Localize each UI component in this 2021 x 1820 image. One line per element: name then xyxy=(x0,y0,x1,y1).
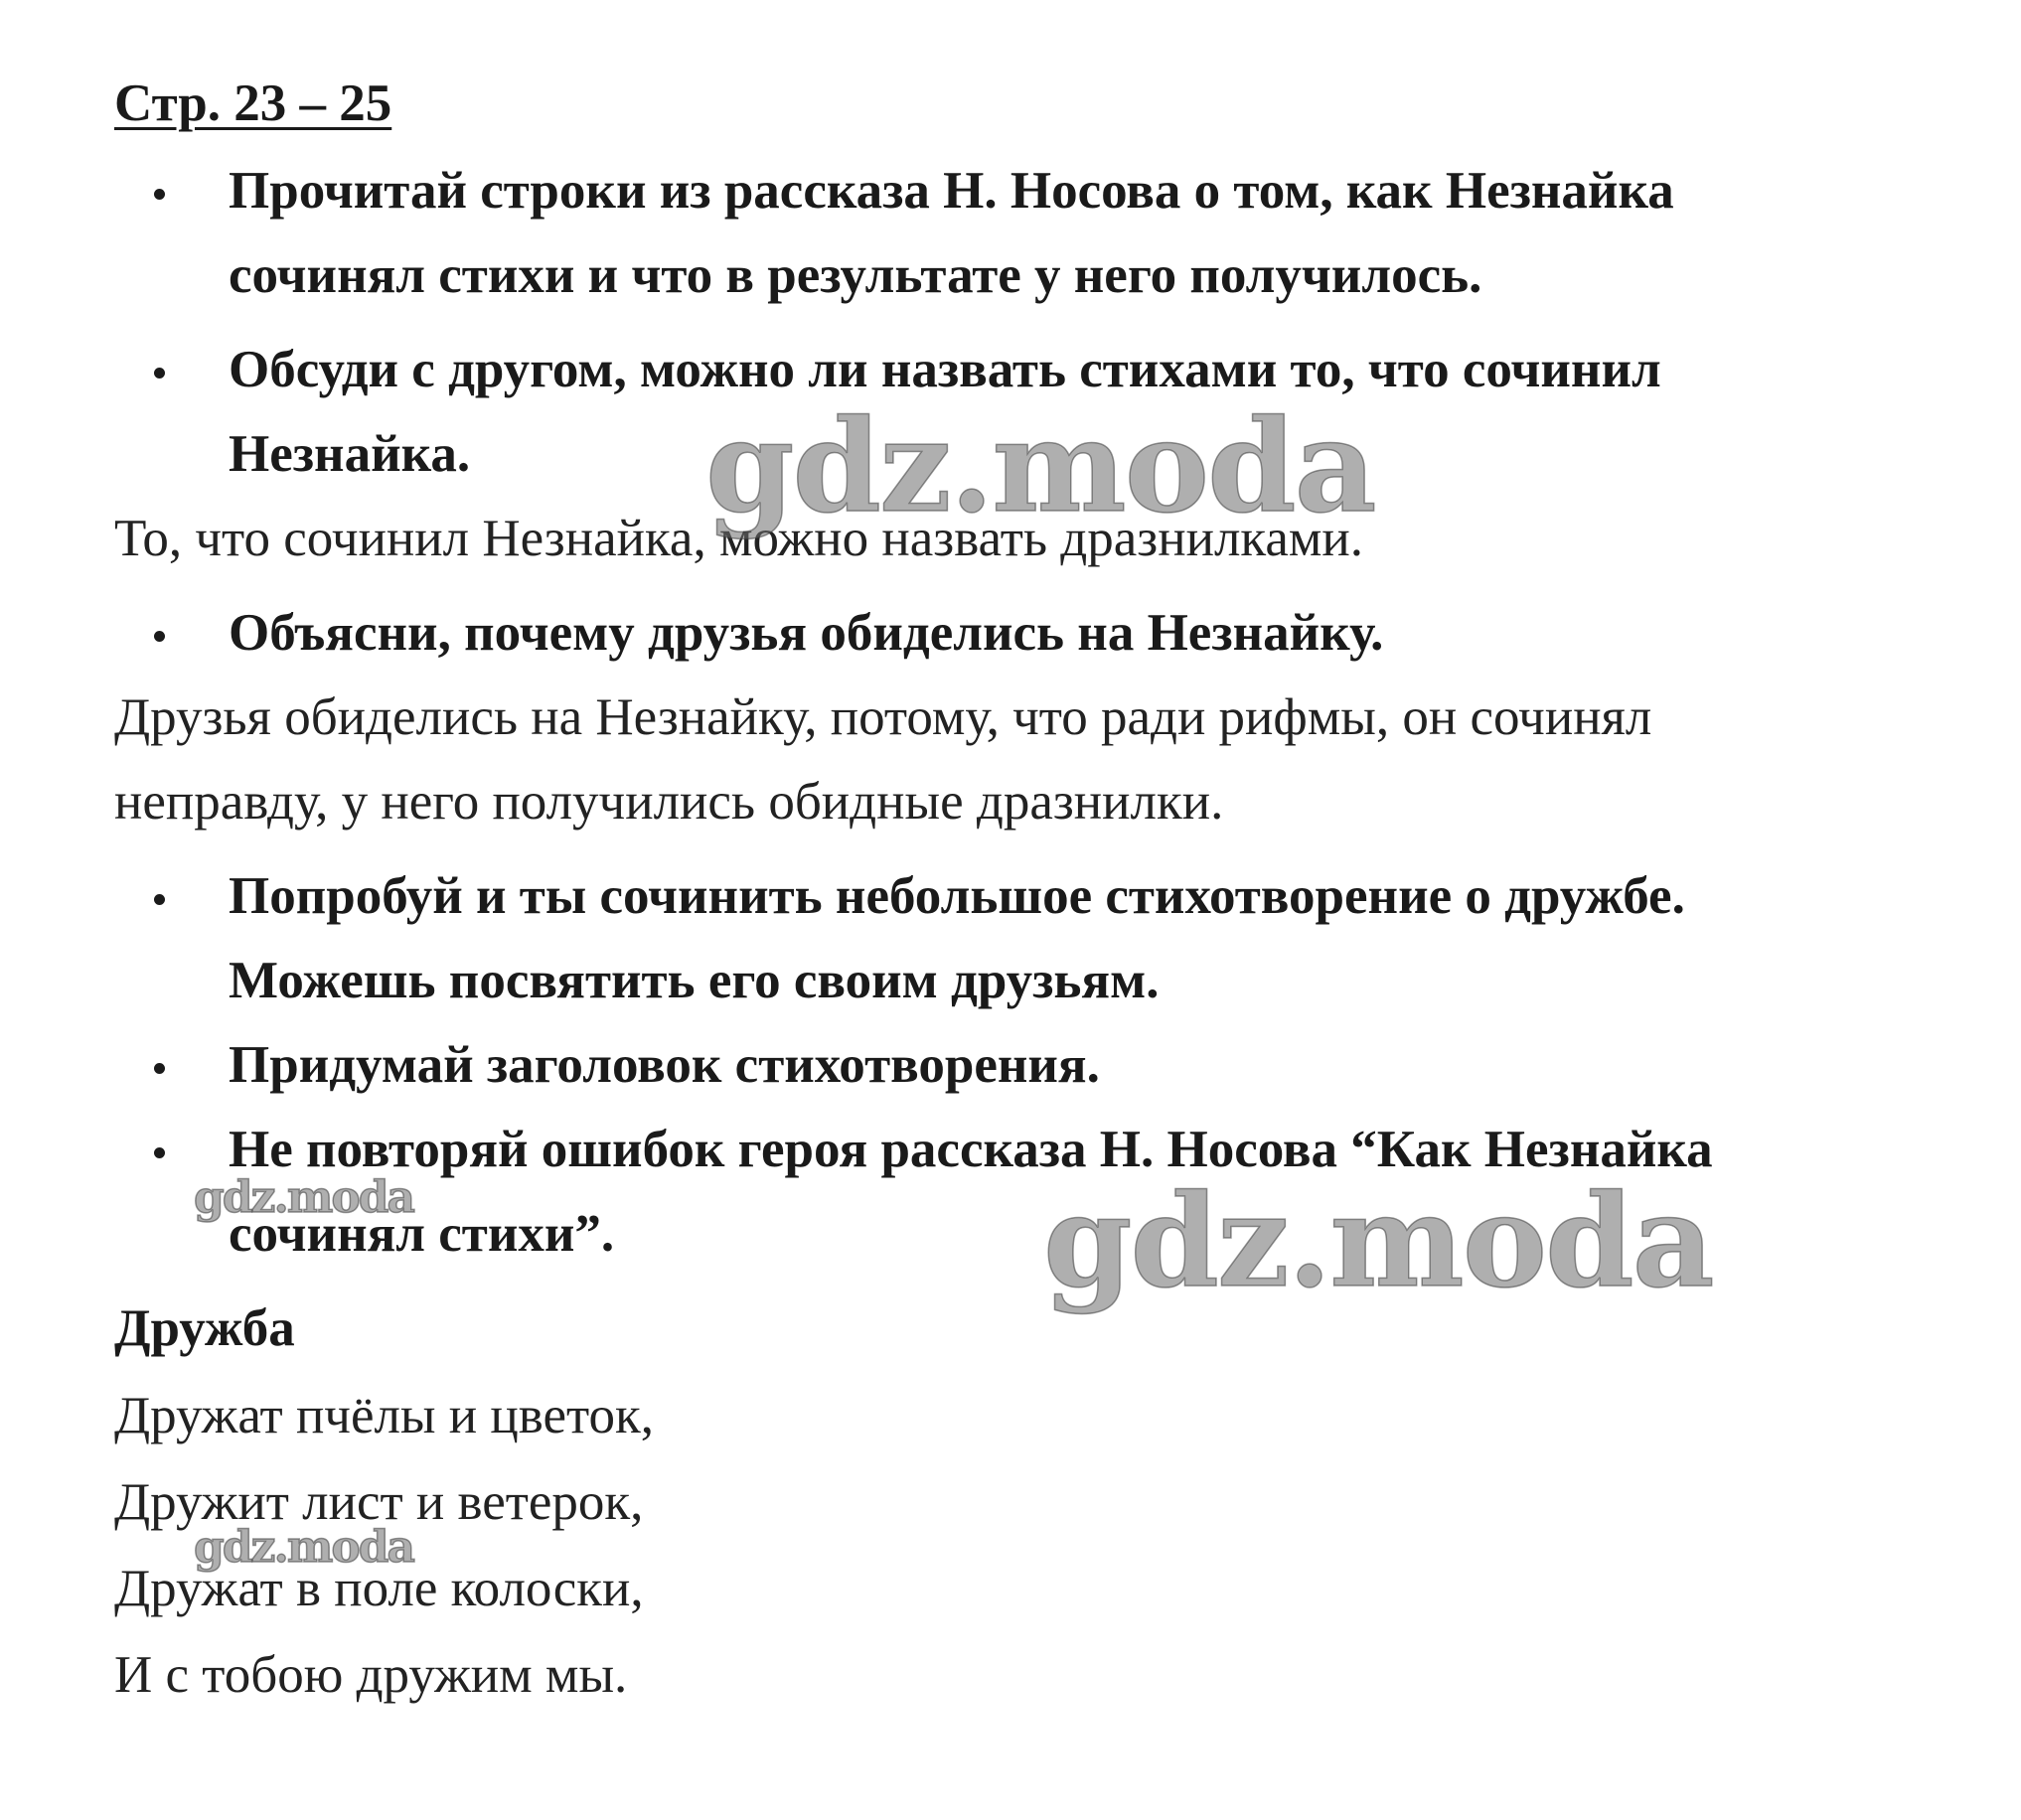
poem-line-1: Дружат пчёлы и цветок, xyxy=(114,1387,654,1444)
watermark-logo: gdz.moda xyxy=(1043,1167,1713,1316)
task-4-line-2: Можешь посвятить его своим друзьям. xyxy=(229,952,1160,1009)
task-6-line-2: сочинял стихи”. xyxy=(229,1205,615,1263)
task-2-line-1: Обсуди с другом, можно ли назвать стихами то, что сочинил xyxy=(229,341,1661,398)
bullet-icon xyxy=(154,189,165,200)
task-5-line-1: Придумай заголовок стихотворения. xyxy=(229,1036,1100,1094)
answer-3-line-1: Друзья обиделись на Незнайку, потому, что ради рифмы, он сочинял xyxy=(114,688,1652,746)
task-1-line-1: Прочитай строки из рассказа Н. Носова о том, как Незнайка xyxy=(229,162,1674,220)
watermark-logo: gdz.moda xyxy=(194,1522,414,1573)
poem-line-4: И с тобою дружим мы. xyxy=(114,1646,628,1704)
bullet-icon xyxy=(154,1147,165,1158)
task-4-line-1: Попробуй и ты сочинить небольшое стихотворение о дружбе. xyxy=(229,867,1685,925)
page-range-heading: Стр. 23 – 25 xyxy=(114,75,392,132)
bullet-icon xyxy=(154,368,165,379)
answer-2: То, что сочинил Незнайка, можно назвать дразнилками. xyxy=(114,510,1364,567)
task-3-line-1: Объясни, почему друзья обиделись на Незнайку. xyxy=(229,604,1384,662)
bullet-icon xyxy=(154,894,165,905)
task-2-line-2: Незнайка. xyxy=(229,425,471,483)
poem-line-3: Дружат в поле колоски, xyxy=(114,1560,644,1617)
answer-3-line-2: неправду, у него получились обидные дразнилки. xyxy=(114,773,1224,831)
watermark-logo: gdz.moda xyxy=(194,1172,414,1223)
watermark-logo: gdz.moda xyxy=(705,392,1375,541)
poem-line-2: Дружит лист и ветерок, xyxy=(114,1473,644,1531)
bullet-icon xyxy=(154,1063,165,1074)
bullet-icon xyxy=(154,631,165,642)
task-1-line-2: сочинял стихи и что в результате у него получилось. xyxy=(229,246,1482,304)
poem-title: Дружба xyxy=(114,1299,295,1357)
task-6-line-1: Не повторяй ошибок героя рассказа Н. Носова “Как Незнайка xyxy=(229,1121,1713,1178)
